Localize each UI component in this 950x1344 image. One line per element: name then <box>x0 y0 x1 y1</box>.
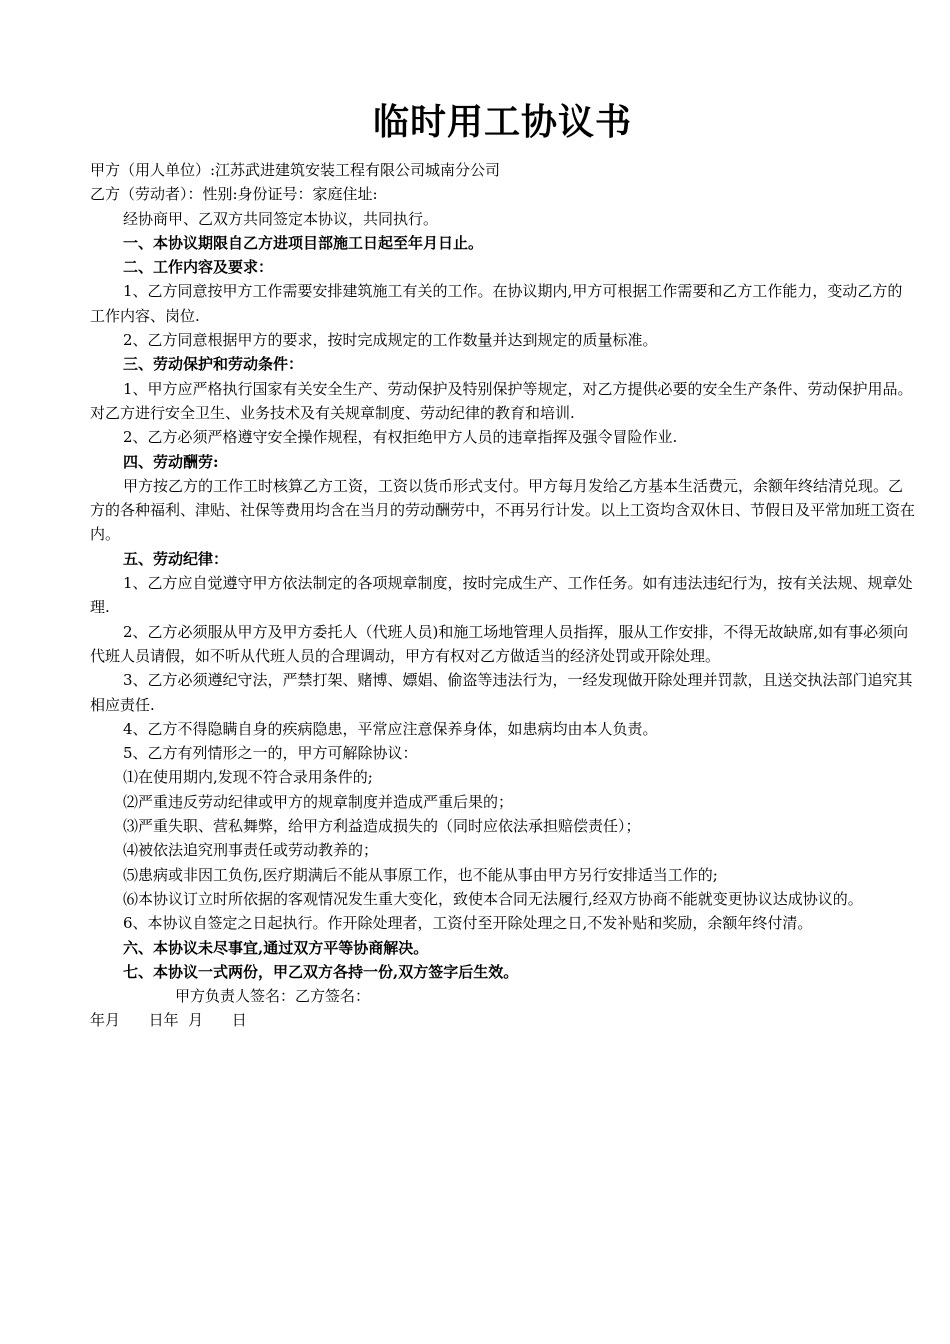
termination-item: ⑴在使用期内,发现不符合录用条件的; <box>123 768 373 787</box>
termination-item: ⑷被依法追究刑事责任或劳动教养的； <box>123 841 379 860</box>
section-5-paragraph: 5、乙方有列情形之一的，甲方可解除协议： <box>123 744 418 763</box>
date-line: 年月 日年 月 日 <box>90 1011 247 1030</box>
section-5-paragraph: 6、本协议自签定之日起执行。作开除处理者，工资付至开除处理之日,不发补贴和奖励，余额年终付清。 <box>123 914 813 933</box>
termination-item: ⑶严重失职、营私舞弊，给甲方利益造成损失的（同时应依法承担赔偿责任）； <box>123 817 641 836</box>
termination-item: ⑸患病或非因工负伤,医疗期满后不能从事原工作，也不能从事由甲方另行安排适当工作的; <box>123 865 718 884</box>
section-2-paragraph: 1、乙方同意按甲方工作需要安排建筑施工有关的工作。在协议期内,甲方可根据工作需要和乙方工作能力，变动乙方的工作内容、岗位. <box>90 282 903 325</box>
section-6-heading: 六、本协议未尽事宜,通过双方平等协商解决。 <box>123 938 429 957</box>
agreement-document <box>90 92 915 1033</box>
intro-paragraph: 经协商甲、乙双方共同签定本协议，共同执行。 <box>123 209 439 228</box>
section-5-paragraph: 3、乙方必须遵纪守法，严禁打架、赌博、嫖娼、偷盗等违法行为，一经发现做开除处理并罚款，且送交执法部门追究其相应责任. <box>90 671 913 714</box>
party-a-line: 甲方（用人单位）:江苏武进建筑安装工程有限公司城南分公司 <box>90 161 501 179</box>
section-2-heading: 二、工作内容及要求： <box>123 258 274 277</box>
page-title: 临时用工协议书 <box>372 102 632 143</box>
section-4-heading: 四、劳动酬劳: <box>123 452 219 471</box>
section-5-paragraph: 1、乙方应自觉遵守甲方依法制定的各项规章制度，按时完成生产、工作任务。如有违法违纪行为，按有关法规、规章处理. <box>90 574 913 617</box>
section-3-heading: 三、劳动保护和劳动条件： <box>123 355 304 374</box>
section-4-paragraph: 甲方按乙方的工作工时核算乙方工资，工资以货币形式支付。甲方每月发给乙方基本生活费元，余额年终结清兑现。乙方的各种福利、津贴、社保等费用均含在当月的劳动酬劳中，不再另行计发。以上工资均含双休日、节假日及平常加班工资在内。 <box>90 476 916 544</box>
section-5-heading: 五、劳动纪律： <box>123 549 229 568</box>
section-3-paragraph: 2、乙方必须严格遵守安全操作规程，有权拒绝甲方人员的违章指挥及强令冒险作业. <box>123 428 678 447</box>
section-5-paragraph: 2、乙方必须服从甲方及甲方委托人（代班人员)和施工场地管理人员指挥，服从工作安排，不得无故缺席,如有事必须向代班人员请假，如不听从代班人员的合理调动，甲方有权对乙方做适当的经济处罚或开除处理。 <box>90 622 909 665</box>
section-2-paragraph: 2、乙方同意根据甲方的要求，按时完成规定的工作数量并达到规定的质量标准。 <box>123 331 658 350</box>
termination-item: ⑹本协议订立时所依据的客观情况发生重大变化，致使本合同无法履行,经双方协商不能就变更协议达成协议的。 <box>123 889 863 908</box>
section-7-heading: 七、本协议一式两份，甲乙双方各持一份,双方签字后生效。 <box>123 962 519 981</box>
section-1-heading: 一、本协议期限自乙方进项目部施工日起至年月日止。 <box>123 233 484 252</box>
party-b-line: 乙方（劳动者）：性别:身份证号：家庭住址: <box>90 185 378 204</box>
section-5-paragraph: 4、乙方不得隐瞒自身的疾病隐患，平常应注意保养身体，如患病均由本人负责。 <box>123 719 658 738</box>
signature-line: 甲方负责人签名：乙方签名： <box>175 987 371 1006</box>
termination-item: ⑵严重违反劳动纪律或甲方的规章制度并造成严重后果的； <box>123 792 514 811</box>
section-3-paragraph: 1、甲方应严格执行国家有关安全生产、劳动保护及特别保护等规定，对乙方提供必要的安全生产条件、劳动保护用品。对乙方进行安全卫生、业务技术及有关规章制度、劳动纪律的教育和培训. <box>90 379 913 422</box>
